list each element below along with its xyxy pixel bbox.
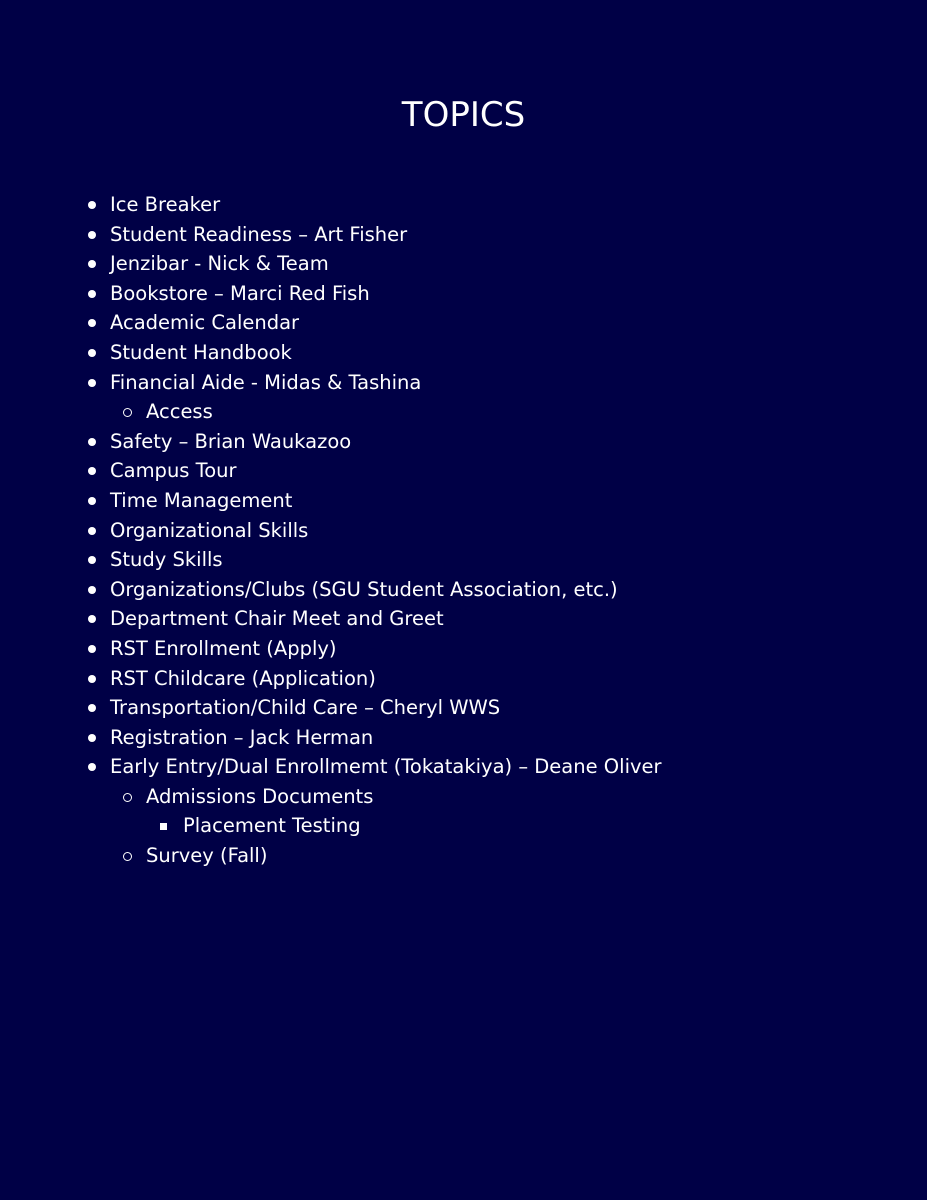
list-item-label: Study Skills xyxy=(110,548,223,572)
disc-bullet-icon xyxy=(88,349,96,357)
disc-bullet-icon xyxy=(88,319,96,327)
disc-bullet-icon xyxy=(88,615,96,623)
list-item-label: RST Childcare (Application) xyxy=(110,666,376,690)
list-item-label: Ice Breaker xyxy=(110,193,221,216)
disc-bullet-icon xyxy=(88,734,96,742)
disc-bullet-icon xyxy=(88,645,96,653)
page-title: TOPICS xyxy=(401,95,526,135)
list-item-label: Organizations/Clubs (SGU Student Association, etc.) xyxy=(110,577,618,601)
list-item-label: Early Entry/Dual Enrollmemt (Tokatakiya) – Deane Oliver xyxy=(110,755,662,779)
list-item-label: Placement Testing xyxy=(183,814,361,838)
list-item-label: Time Management xyxy=(110,488,293,512)
circle-bullet-icon xyxy=(123,852,132,861)
list-item-label: Organizational Skills xyxy=(110,518,309,542)
list-item-label: Bookstore – Marci Red Fish xyxy=(110,281,370,305)
list-item-label: Student Handbook xyxy=(110,340,292,364)
list-item-label: Financial Aide - Midas & Tashina xyxy=(110,370,422,394)
list-item-label: RST Enrollment (Apply) xyxy=(110,636,337,660)
disc-bullet-icon xyxy=(88,556,96,564)
disc-bullet-icon xyxy=(88,497,96,505)
list-item-label: Registration – Jack Herman xyxy=(110,725,374,749)
list-item-label: Jenzibar - Nick & Team xyxy=(110,252,329,276)
list-item-label: Campus Tour xyxy=(110,459,237,483)
circle-bullet-icon xyxy=(123,793,132,802)
list-item-label: Access xyxy=(146,400,213,424)
disc-bullet-icon xyxy=(88,231,96,239)
list-item-label: Safety – Brian Waukazoo xyxy=(110,429,352,453)
square-bullet-icon xyxy=(160,823,167,830)
disc-bullet-icon xyxy=(88,467,96,475)
list-item-label: Department Chair Meet and Greet xyxy=(110,607,444,631)
disc-bullet-icon xyxy=(88,763,96,771)
list-item-label: Admissions Documents xyxy=(146,784,374,808)
list-item-label: Transportation/Child Care – Cheryl WWS xyxy=(110,696,501,720)
disc-bullet-icon xyxy=(88,586,96,594)
disc-bullet-icon xyxy=(88,438,96,446)
list-item-label: Survey (Fall) xyxy=(146,844,268,868)
list-item-label: Student Readiness – Art Fisher xyxy=(110,222,408,246)
disc-bullet-icon xyxy=(88,704,96,712)
disc-bullet-icon xyxy=(88,379,96,387)
circle-bullet-icon xyxy=(123,408,132,417)
disc-bullet-icon xyxy=(88,260,96,268)
disc-bullet-icon xyxy=(88,527,96,535)
disc-bullet-icon xyxy=(88,290,96,298)
disc-bullet-icon xyxy=(88,675,96,683)
list-item-label: Academic Calendar xyxy=(110,311,300,335)
disc-bullet-icon xyxy=(88,201,96,209)
